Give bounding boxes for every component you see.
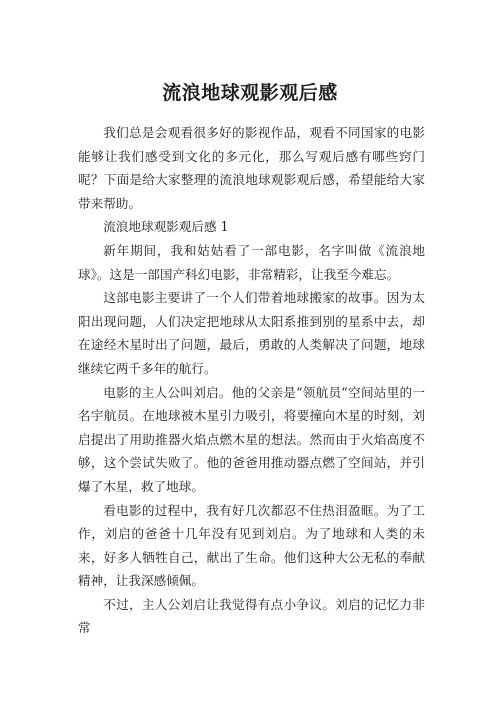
body-paragraph: 这部电影主要讲了一个人们带着地球搬家的故事。因为太阳出现问题，人们决定把地球从太阳系推到别的星系中去，却在途经木星时出了问题，最后，勇敢的人类解决了问题，地球继续它两千多年的航行。 xyxy=(78,290,425,376)
body-paragraph: 电影的主人公叫刘启。他的父亲是“领航员”空间站里的一名宇航员。在地球被木星引力吸引，将要撞向木星的时刻，刘启提出了用助推器火焰点燃木星的想法。然而由于火焰高度不够，这个尝试失败了。他的爸爸用推动器点燃了空间站，并引爆了木星，救了地球。 xyxy=(78,384,425,494)
body-paragraph: 看电影的过程中，我有好几次都忍不住热泪盈眶。为了工作，刘启的爸爸十几年没有见到刘启。为了地球和人类的未来，好多人牺牲自己，献出了生命。他们这种大公无私的奉献精神，让我深感倾佩。 xyxy=(78,502,425,589)
document-title: 流浪地球观影观后感 xyxy=(162,82,338,104)
body-paragraph: 新年期间，我和姑姑看了一部电影，名字叫做《流浪地球》。这是一部国产科幻电影，非常精彩，让我至今难忘。 xyxy=(78,242,425,282)
document-body xyxy=(78,121,425,640)
section-heading: 流浪地球观影观后感 1 xyxy=(103,219,229,235)
intro-paragraph: 我们总是会观看很多好的影视作品，观看不同国家的电影能够让我们感受到文化的多元化，那么写观后感有哪些窍门呢？下面是给大家整理的流浪地球观影观后感，希望能给大家带来帮助。 xyxy=(78,125,425,211)
body-paragraph: 不过，主人公刘启让我觉得有点小争议。刘启的记忆力非常 xyxy=(78,596,425,636)
